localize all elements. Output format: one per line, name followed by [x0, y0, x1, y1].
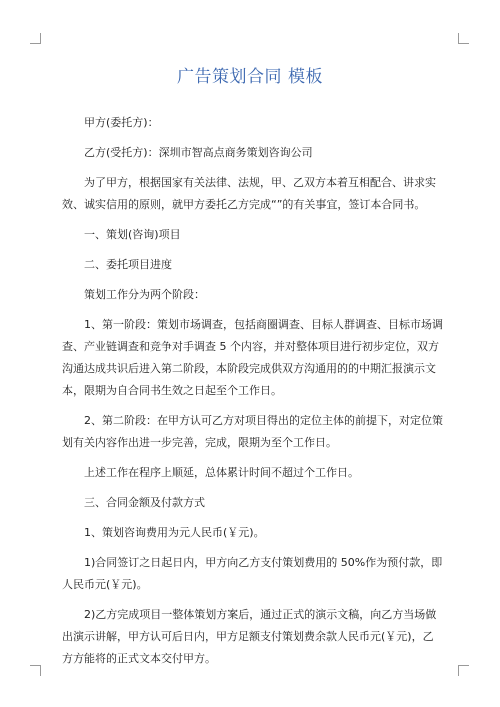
- document-body: [62, 112, 443, 678]
- stage-two-paragraph: 2、第二阶段：在甲方认可乙方对项目得出的定位主体的前提下，对定位策划有关内容作出进一步完善，完成，限期为至个工作日。: [62, 414, 443, 449]
- party-a-line: 甲方(委托方)：: [84, 116, 159, 129]
- total-time-paragraph: 上述工作在程序上顺延，总体累计时间不超过个工作日。: [84, 466, 359, 479]
- crop-mark-bottom-right: [458, 665, 469, 676]
- crop-mark-bottom-left: [30, 665, 41, 676]
- payment-item-1: 1)合同签订之日起日内，甲方向乙方支付策划费用的 50%作为预付款，即人民币元(￥元)。: [62, 556, 443, 591]
- crop-mark-top-right: [458, 33, 469, 44]
- section-heading-3: 三、合同金额及付款方式: [84, 496, 205, 509]
- preamble-paragraph: 为了甲方，根据国家有关法律、法规，甲、乙双方本着互相配合、讲求实效、诚实信用的原则，就甲方委托乙方完成“”的有关事宜，签订本合同书。: [62, 176, 436, 211]
- section-heading-2: 二、委托项目进度: [84, 258, 172, 271]
- document-title: 广告策划合同 模板: [177, 67, 323, 87]
- crop-mark-top-left: [30, 33, 41, 44]
- section-heading-1: 一、策划(咨询)项目: [84, 228, 181, 241]
- payment-item-2: 2)乙方完成项目一整体策划方案后，通过正式的演示文稿，向乙方当场做出演示讲解，甲方认可后日内，甲方足额支付策划费余款人民币元(￥元)，乙方方能将的正式文本交付甲方。: [62, 608, 437, 665]
- fee-paragraph: 1、策划咨询费用为元人民币(￥元)。: [84, 526, 265, 539]
- party-b-line: 乙方(受托方)：深圳市智高点商务策划咨询公司: [84, 146, 313, 159]
- stage-one-paragraph: 1、第一阶段：策划市场调查，包括商圈调查、目标人群调查、目标市场调查、产业链调查和竞争对手调查 5 个内容，并对整体项目进行初步定位，双方沟通达成共识后进入第二阶段，本阶段完成供双方沟通用的的中期汇报演示文本，限期为自合同书生效之日起至个工作日。: [62, 318, 443, 397]
- stages-intro: 策划工作分为两个阶段：: [84, 288, 205, 301]
